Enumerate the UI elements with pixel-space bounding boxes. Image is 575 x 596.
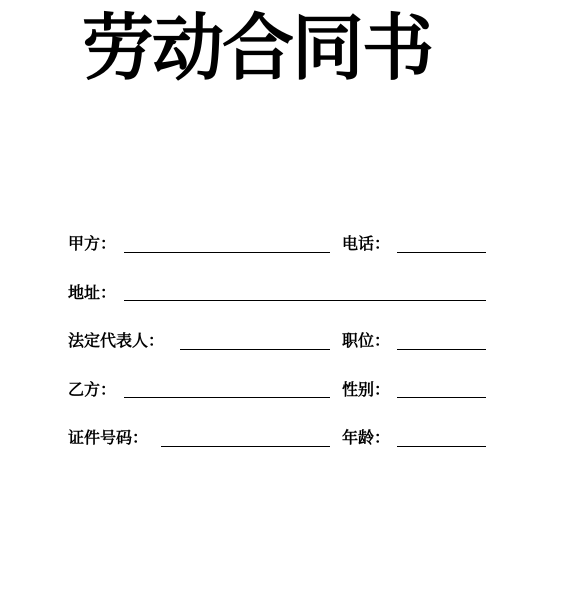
age-label: 年龄： xyxy=(342,428,391,447)
phone-label: 电话： xyxy=(342,234,391,253)
party-b-label: 乙方： xyxy=(68,380,117,399)
legal-representative-label: 法定代表人： xyxy=(68,331,165,350)
party-a-label: 甲方： xyxy=(68,234,117,253)
id-number-field[interactable] xyxy=(161,446,330,447)
address-field[interactable] xyxy=(124,300,486,301)
party-b-field[interactable] xyxy=(124,397,330,398)
legal-representative-field[interactable] xyxy=(180,349,330,350)
position-field[interactable] xyxy=(397,349,486,350)
phone-field[interactable] xyxy=(397,252,486,253)
party-a-field[interactable] xyxy=(124,252,330,253)
gender-field[interactable] xyxy=(397,397,486,398)
gender-label: 性别： xyxy=(342,380,391,399)
id-number-label: 证件号码： xyxy=(68,428,149,447)
address-label: 地址： xyxy=(68,283,117,302)
age-field[interactable] xyxy=(397,446,486,447)
position-label: 职位： xyxy=(342,331,391,350)
document-title: 劳动合同书 xyxy=(82,6,433,90)
